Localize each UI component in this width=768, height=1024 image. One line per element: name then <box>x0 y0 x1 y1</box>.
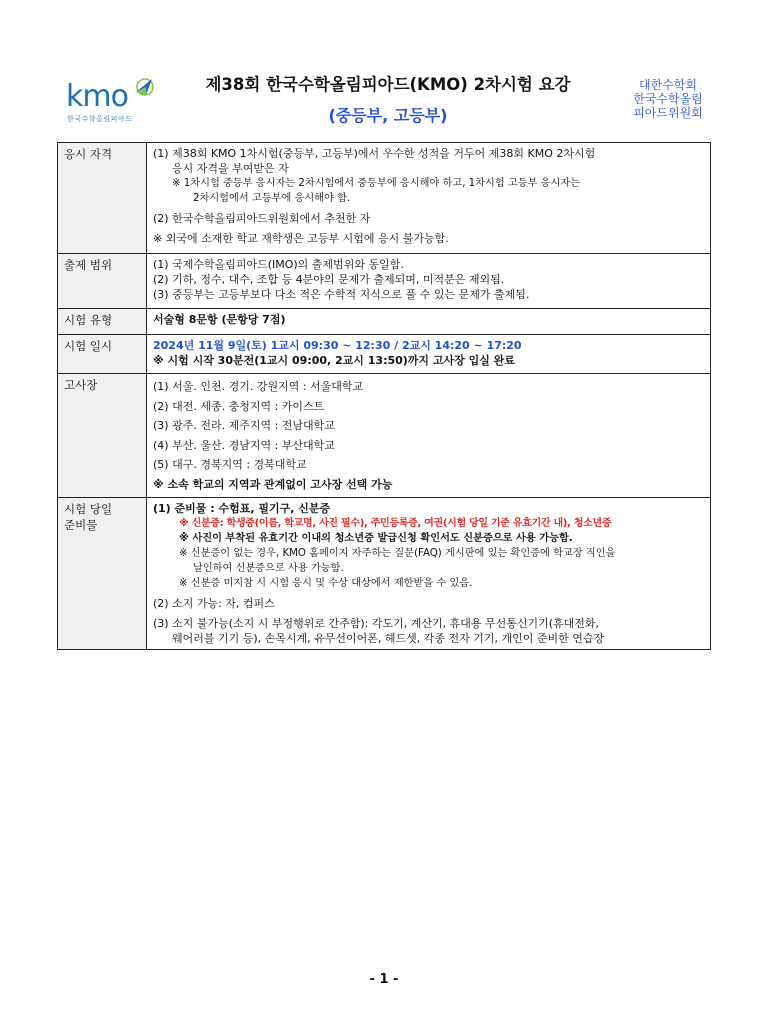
org-line: 대한수학회 <box>639 78 697 92</box>
venue-item: (1) 서울. 인천. 경기. 강원지역 : 서울대학교 <box>153 380 364 393</box>
scope-line: (3) 중등부는 고등부보다 다소 적은 수학적 지식으로 풀 수 있는 문제가 출제됨. <box>153 288 530 301</box>
id-types-note: ※ 신분증: 학생증(이름, 학교명, 사진 필수), 주민등록증, 여권(시험 당일 기준 유효기간 내), 청소년증 <box>179 518 612 529</box>
table-row-eligibility <box>58 143 711 254</box>
supplies-line: (2) 소지 가능: 자, 컴퍼스 <box>153 597 275 610</box>
type-line: 서술형 8문항 (문항당 7점) <box>153 313 286 326</box>
exam-schedule: 2024년 11월 9일(토) 1교시 09:30 ~ 12:30 / 2교시 14:20 ~ 17:20 <box>153 339 522 352</box>
row-content-eligibility <box>147 143 711 254</box>
eligibility-line: (2) 한국수학올림피아드위원회에서 추천한 자 <box>153 212 371 225</box>
supplies-label-line: 준비물 <box>64 518 98 532</box>
scope-line: (2) 기하, 정수, 대수, 조합 등 4분야의 문제가 출제되며, 미적분은 제외됨. <box>153 273 505 286</box>
venue-item: (2) 대전. 세종. 충청지역 : 카이스트 <box>153 399 325 413</box>
supplies-note-bold <box>153 531 704 546</box>
supplies-note: 날인하여 신분증으로 사용 가능함. <box>193 563 344 574</box>
table-row-supplies <box>58 498 711 650</box>
supplies-line: 웨어러블 기기 등), 손목시계, 유무선이어폰, 헤드셋, 각종 전자 기기, 개인이 준비한 연습장 <box>172 632 605 645</box>
row-content-venue <box>147 374 711 498</box>
row-content-type <box>147 309 711 335</box>
eligibility-note: ※ 외국에 소재한 학교 재학생은 고등부 시험에 응시 불가능함. <box>153 232 449 245</box>
venue-note: ※ 소속 학교의 지역과 관계없이 고사장 선택 가능 <box>153 477 393 491</box>
row-header-eligibility: 응시 자격 <box>58 143 147 254</box>
entry-notice: ※ 시험 시작 30분전(1교시 09:00, 2교시 13:50)까지 고사장 입실 완료 <box>153 354 515 367</box>
eligibility-line: (1) 제38회 KMO 1차시험(중등부, 고등부)에서 우수한 성적을 거두어 제38회 KMO 2차시험 <box>153 147 596 160</box>
supplies-line: (1) 준비물 : 수험표, 필기구, 신분증 <box>153 502 331 515</box>
row-header-venue: 고사장 <box>58 374 147 498</box>
logo-subtext: 한국수학올림피아드 <box>67 115 133 123</box>
row-content-datetime <box>147 335 711 374</box>
logo-text: kmo <box>66 79 128 114</box>
venue-item: (4) 부산. 울산. 경남지역 : 부산대학교 <box>153 438 335 452</box>
eligibility-note: ※ 1차시험 중등부 응시자는 2차시험에서 중등부에 응시해야 하고, 1차시험 고등부 응시자는 <box>172 178 581 189</box>
exam-info-table <box>57 142 711 650</box>
table-row-datetime <box>58 335 711 374</box>
venue-item: (5) 대구. 경북지역 : 경북대학교 <box>153 458 307 471</box>
page-subtitle: (중등부, 고등부) <box>328 106 448 125</box>
row-header-supplies <box>58 498 147 650</box>
row-header-datetime: 시험 일시 <box>58 335 147 374</box>
page-title: 제38회 한국수학올림피아드(KMO) 2차시험 요강 <box>205 75 571 94</box>
eligibility-note: 2차시험에서 고등부에 응시해야 함. <box>193 193 351 204</box>
logo-swoosh-icon <box>132 76 156 98</box>
org-line: 피아드위원회 <box>633 106 703 120</box>
organization-name <box>612 78 724 120</box>
row-content-supplies <box>147 498 711 650</box>
table-row-type <box>58 309 711 335</box>
supplies-note: ※ 신분증 미지참 시 시험 응시 및 수상 대상에서 제한받을 수 있음. <box>179 578 473 589</box>
supplies-note: ※ 신분증이 없는 경우, KMO 홈페이지 자주하는 질문(FAQ) 게시판에 있는 확인증에 학교장 직인을 <box>179 548 616 559</box>
supplies-line: (3) 소지 불가능(소지 시 부정행위로 간주함): 각도기, 계산기, 휴대용 무선통신기기(휴대전화, <box>153 617 600 630</box>
venue-item: (3) 광주. 전라. 제주지역 : 전남대학교 <box>153 419 335 432</box>
row-header-type: 시험 유형 <box>58 309 147 335</box>
supplies-label-line: 시험 당일 <box>64 502 113 516</box>
table-row-scope <box>58 254 711 309</box>
table-row-venue <box>58 374 711 498</box>
supplies-note-text: ※ 사진이 부착된 유효기간 이내의 청소년증 발급신청 확인서도 신분증으로 사용 가능함. <box>179 533 573 544</box>
kmo-logo <box>64 76 164 126</box>
org-line: 한국수학올림 <box>633 92 703 106</box>
row-header-scope: 출제 범위 <box>58 254 147 309</box>
eligibility-line: 응시 자격을 부여받은 자 <box>172 162 289 175</box>
scope-line: (1) 국제수학올림피아드(IMO)의 출제범위와 동일함. <box>153 258 404 271</box>
page-number: - 1 - <box>369 972 399 987</box>
row-content-scope <box>147 254 711 309</box>
